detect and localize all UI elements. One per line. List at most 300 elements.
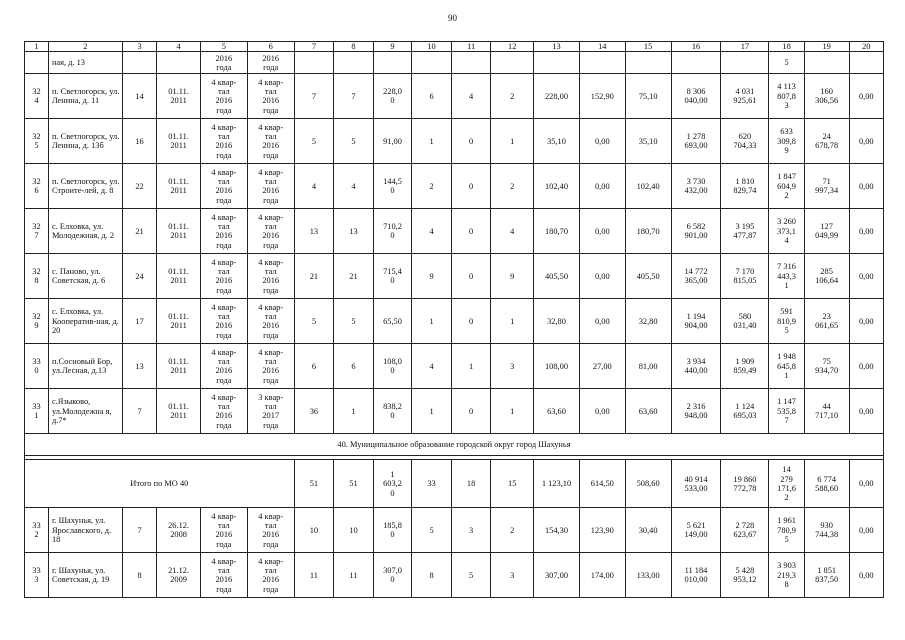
cell-col10 <box>412 553 452 598</box>
date-text: 01.11. 2011 <box>168 87 189 106</box>
date-text: 01.11. 2011 <box>168 177 189 196</box>
cell-col10 <box>412 508 452 553</box>
cell-col15-text: 102,40 <box>636 181 660 191</box>
actual-quarter-text: 3 квар- тал 2017 года <box>258 392 284 430</box>
cell-col11-text: 1 <box>469 361 474 371</box>
cell-col14 <box>579 508 625 553</box>
planned-quarter-text: 4 квар- тал 2016 года <box>211 77 237 115</box>
cell-col14 <box>579 74 625 119</box>
total-cell-col11-text: 18 <box>466 479 476 489</box>
cell-col18-text: 1 147 535,8 7 <box>777 397 796 426</box>
total-cell-col20-text: 0,00 <box>858 479 874 489</box>
planned-quarter <box>200 553 247 598</box>
cell-col12 <box>491 254 534 299</box>
cell-col20 <box>849 299 883 344</box>
cell-col20-text: 0,00 <box>858 525 874 535</box>
cell-col19-text: 75 934,70 <box>815 357 839 376</box>
cell-col8 <box>334 553 374 598</box>
cell-col20-text: 0,00 <box>858 136 874 146</box>
cell-col12 <box>491 299 534 344</box>
row-number-text: 32 5 <box>32 132 41 151</box>
cell-col13 <box>534 344 580 389</box>
row-number <box>25 119 49 164</box>
column-header: 14 <box>579 42 625 52</box>
cell-col3-text: 24 <box>135 271 144 281</box>
cell-col12-text: 2 <box>510 525 515 535</box>
cell-col8 <box>334 344 374 389</box>
cell-col11 <box>451 254 491 299</box>
cell-col17-text: 2 728 623,67 <box>733 521 757 540</box>
cost <box>671 508 721 553</box>
total-cell-col14-text: 614,50 <box>590 479 614 489</box>
cell-col3-text: 7 <box>137 525 142 535</box>
cell-col17-text: 1 124 695,03 <box>733 402 757 421</box>
planned-quarter <box>200 52 247 74</box>
planned-quarter-text: 4 квар- тал 2016 года <box>211 392 237 430</box>
row-number-text: 32 6 <box>32 177 41 196</box>
date <box>157 553 201 598</box>
cell-col10 <box>412 164 452 209</box>
cell-col19 <box>804 74 849 119</box>
cell-col13-text: 63,60 <box>547 406 566 416</box>
cell-col15 <box>625 389 671 434</box>
cost-text: 1 194 904,00 <box>684 312 708 331</box>
cell-col15 <box>625 52 671 74</box>
cell-col13 <box>534 254 580 299</box>
cell-col14 <box>579 52 625 74</box>
cell-col12 <box>491 119 534 164</box>
cell-col15-text: 30,40 <box>638 525 658 535</box>
cell-col14-text: 27,00 <box>592 361 612 371</box>
cell-col8-text: 5 <box>351 316 356 326</box>
cell-col15 <box>625 508 671 553</box>
date-text: 01.11. 2011 <box>168 222 189 241</box>
cell-col13 <box>534 74 580 119</box>
cell-col14 <box>579 209 625 254</box>
cost <box>671 344 721 389</box>
planned-quarter-text: 4 квар- тал 2016 года <box>211 556 237 594</box>
cell-col11 <box>451 389 491 434</box>
cell-col18-text: 1 948 645,8 1 <box>777 352 796 381</box>
cell-col19 <box>804 164 849 209</box>
cell-col20-text: 0,00 <box>858 406 874 416</box>
column-header: 2 <box>48 42 122 52</box>
planned-quarter-text: 4 квар- тал 2016 года <box>211 347 237 385</box>
cell-col7-text: 21 <box>309 271 319 281</box>
cell-col13-text: 307,00 <box>544 570 568 580</box>
cell-col19 <box>804 299 849 344</box>
cell-col3-text: 22 <box>135 181 144 191</box>
cell-col11 <box>451 553 491 598</box>
cell-col18 <box>769 74 804 119</box>
cell-col10 <box>412 52 452 74</box>
cell-col20 <box>849 254 883 299</box>
total-cell-col12-text: 15 <box>508 479 517 489</box>
housing-program-table <box>24 41 884 598</box>
cell-col8 <box>334 254 374 299</box>
cell-col8-text: 11 <box>349 570 358 580</box>
row-number <box>25 389 49 434</box>
row-number-text: 32 4 <box>32 87 41 106</box>
cell-col18 <box>769 52 804 74</box>
cell-col17 <box>721 164 769 209</box>
cell-col10-text: 8 <box>429 570 434 580</box>
cell-col17 <box>721 389 769 434</box>
area <box>373 119 412 164</box>
actual-quarter <box>247 553 294 598</box>
table-row <box>25 119 884 164</box>
cell-col8-text: 5 <box>351 136 356 146</box>
actual-quarter <box>247 52 294 74</box>
cell-col19-text: 24 678,78 <box>815 132 839 151</box>
cell-col14-text: 0,00 <box>594 316 610 326</box>
planned-quarter <box>200 254 247 299</box>
address-text: г. Шахунья, ул. Ярославского, д. 18 <box>51 516 112 545</box>
cell-col11-text: 0 <box>469 406 474 416</box>
date-text: 26.12. 2008 <box>168 521 190 540</box>
planned-quarter-text: 4 квар- тал 2016 года <box>211 511 237 549</box>
date <box>157 344 201 389</box>
cell-col8 <box>334 209 374 254</box>
total-cell-col15-text: 508,60 <box>636 479 660 489</box>
area-text: 65,50 <box>383 316 402 326</box>
cell-col18 <box>769 553 804 598</box>
date-text: 01.11. 2011 <box>168 267 189 286</box>
cell-col7-text: 5 <box>311 136 316 146</box>
cell-col3-text: 21 <box>135 226 144 236</box>
cell-col20 <box>849 164 883 209</box>
column-header: 5 <box>200 42 247 52</box>
cell-col10 <box>412 209 452 254</box>
total-cell-col18-text: 14 279 171,6 2 <box>777 465 796 503</box>
cell-col8-text: 21 <box>349 271 358 281</box>
cell-col3-text: 7 <box>137 406 142 416</box>
date-text: 01.11. 2011 <box>168 402 189 421</box>
address-text: с.Языково, ул.Молодежна я, д.7* <box>51 397 112 426</box>
cell-col12-text: 3 <box>510 570 515 580</box>
column-header: 6 <box>247 42 294 52</box>
cell-col19-text: 71 997,34 <box>815 177 839 196</box>
cell-col8 <box>334 164 374 209</box>
column-header: 11 <box>451 42 491 52</box>
cell-col11 <box>451 209 491 254</box>
actual-quarter-text: 4 квар- тал 2016 года <box>258 257 284 295</box>
row-number-text: 33 3 <box>32 566 41 585</box>
cell-col13-text: 32,80 <box>547 316 566 326</box>
cost-text: 1 278 693,00 <box>684 132 708 151</box>
actual-quarter <box>247 508 294 553</box>
row-number <box>25 254 49 299</box>
cell-col19 <box>804 344 849 389</box>
cell-col17 <box>721 344 769 389</box>
actual-quarter <box>247 74 294 119</box>
cell-col3 <box>122 209 156 254</box>
cell-col10 <box>412 389 452 434</box>
cell-col11-text: 3 <box>469 525 474 535</box>
cell-col14 <box>579 119 625 164</box>
cell-col20-text: 0,00 <box>858 181 874 191</box>
cell-col8 <box>334 299 374 344</box>
cell-col7-text: 7 <box>311 91 316 101</box>
address-text: п.Сосновый Бор, ул.Лесная, д.13 <box>51 357 113 376</box>
actual-quarter <box>247 299 294 344</box>
area <box>373 74 412 119</box>
area <box>373 52 412 74</box>
cost <box>671 299 721 344</box>
cell-col3 <box>122 389 156 434</box>
cell-col3-text: 17 <box>135 316 144 326</box>
column-header: 12 <box>491 42 534 52</box>
cell-col11 <box>451 344 491 389</box>
cell-col19 <box>804 254 849 299</box>
actual-quarter <box>247 254 294 299</box>
cell-col18-text: 633 309,8 9 <box>777 127 796 156</box>
area-text: 838,2 0 <box>383 402 402 421</box>
cell-col18 <box>769 508 804 553</box>
cell-col18 <box>769 254 804 299</box>
row-number <box>25 553 49 598</box>
cell-col8-text: 10 <box>349 525 358 535</box>
row-number-text: 33 0 <box>32 357 41 376</box>
actual-quarter <box>247 119 294 164</box>
planned-quarter <box>200 74 247 119</box>
cell-col10 <box>412 119 452 164</box>
total-cell-col13 <box>534 460 580 508</box>
cell-col20 <box>849 209 883 254</box>
address <box>48 553 122 598</box>
row-number-text: 32 9 <box>32 312 41 331</box>
cell-col11 <box>451 119 491 164</box>
total-cell-col19-text: 6 774 588,60 <box>815 474 839 493</box>
total-cell-col19 <box>804 460 849 508</box>
actual-quarter-text: 4 квар- тал 2016 года <box>258 511 284 549</box>
cell-col13-text: 154,30 <box>544 525 568 535</box>
cell-col7 <box>294 508 334 553</box>
actual-quarter-text: 4 квар- тал 2016 года <box>258 77 284 115</box>
cell-col12-text: 1 <box>510 136 515 146</box>
area <box>373 389 412 434</box>
row-number-text: 32 8 <box>32 267 41 286</box>
actual-quarter <box>247 209 294 254</box>
cell-col3 <box>122 119 156 164</box>
cell-col12 <box>491 209 534 254</box>
cell-col3 <box>122 508 156 553</box>
cell-col13 <box>534 508 580 553</box>
table-row <box>25 254 884 299</box>
total-cell-col8 <box>334 460 374 508</box>
cell-col13 <box>534 119 580 164</box>
cell-col3 <box>122 344 156 389</box>
address-text: п. Светлогорск, ул. Ленина, д. 13б <box>51 132 120 151</box>
cell-col13-text: 108,00 <box>544 361 568 371</box>
row-number <box>25 74 49 119</box>
cell-col14-text: 174,00 <box>590 570 614 580</box>
actual-quarter <box>247 389 294 434</box>
cost-text: 8 306 040,00 <box>684 87 708 106</box>
cell-col13-text: 102,40 <box>544 181 568 191</box>
total-cell-col20 <box>849 460 883 508</box>
cost <box>671 553 721 598</box>
planned-quarter <box>200 299 247 344</box>
cell-col13 <box>534 209 580 254</box>
date-text: 21.12. 2009 <box>168 566 190 585</box>
cell-col10-text: 6 <box>429 91 434 101</box>
table-row <box>25 52 884 74</box>
cell-col19 <box>804 52 849 74</box>
cell-col8-text: 7 <box>351 91 356 101</box>
cell-col8-text: 1 <box>351 406 356 416</box>
area-text: 185,8 0 <box>383 521 402 540</box>
cell-col11 <box>451 74 491 119</box>
cell-col19 <box>804 389 849 434</box>
row-number <box>25 299 49 344</box>
planned-quarter-text: 4 квар- тал 2016 года <box>211 167 237 205</box>
total-cell-col18 <box>769 460 804 508</box>
cell-col13-text: 405,50 <box>544 271 568 281</box>
cell-col14-text: 123,90 <box>590 525 614 535</box>
area-text: 710,2 0 <box>383 222 402 241</box>
actual-quarter-text: 4 квар- тал 2016 года <box>258 347 284 385</box>
cell-col14 <box>579 344 625 389</box>
cell-col8 <box>334 52 374 74</box>
cell-col7 <box>294 52 334 74</box>
cell-col13-text: 35,10 <box>547 136 566 146</box>
cost-text: 14 772 365,00 <box>684 267 708 286</box>
cell-col18-text: 1 961 780,9 5 <box>777 516 796 545</box>
cell-col14-text: 0,00 <box>594 136 610 146</box>
cell-col11 <box>451 299 491 344</box>
cell-col11-text: 0 <box>469 136 474 146</box>
cell-col8 <box>334 119 374 164</box>
cell-col14 <box>579 299 625 344</box>
cell-col7-text: 4 <box>311 181 316 191</box>
cell-col14 <box>579 164 625 209</box>
cell-col20-text: 0,00 <box>858 271 874 281</box>
cell-col15 <box>625 164 671 209</box>
cell-col20 <box>849 119 883 164</box>
cell-col3-text: 8 <box>137 570 142 580</box>
cell-col7 <box>294 553 334 598</box>
cell-col18 <box>769 164 804 209</box>
cell-col18 <box>769 209 804 254</box>
cell-col13 <box>534 52 580 74</box>
table-row <box>25 164 884 209</box>
total-cell-col13-text: 1 123,10 <box>541 479 572 489</box>
area <box>373 254 412 299</box>
cell-col18-text: 1 847 604,9 2 <box>777 172 796 201</box>
total-cost <box>671 460 721 508</box>
date <box>157 299 201 344</box>
cell-col17 <box>721 508 769 553</box>
table-row <box>25 553 884 598</box>
row-number <box>25 508 49 553</box>
date <box>157 164 201 209</box>
cell-col12 <box>491 164 534 209</box>
cost <box>671 209 721 254</box>
column-header: 17 <box>721 42 769 52</box>
row-number-text: 33 1 <box>32 402 41 421</box>
date <box>157 389 201 434</box>
address-text: с. Елховка, ул. Молодежная, д. 2 <box>51 222 115 241</box>
cell-col19 <box>804 119 849 164</box>
cell-col11-text: 5 <box>469 570 474 580</box>
cell-col14-text: 0,00 <box>594 271 610 281</box>
row-number <box>25 209 49 254</box>
cell-col15-text: 180,70 <box>636 226 660 236</box>
cost <box>671 52 721 74</box>
area <box>373 299 412 344</box>
total-cell-col15 <box>625 460 671 508</box>
area-text: 91,00 <box>383 136 402 146</box>
cell-col12-text: 2 <box>510 91 515 101</box>
cell-col12 <box>491 344 534 389</box>
cell-col17-text: 1 909 859,49 <box>733 357 757 376</box>
cell-col19-text: 930 744,38 <box>815 521 839 540</box>
cell-col8-text: 4 <box>351 181 356 191</box>
planned-quarter <box>200 389 247 434</box>
cell-col14 <box>579 553 625 598</box>
cell-col19-text: 44 717,10 <box>815 402 839 421</box>
cell-col14 <box>579 389 625 434</box>
address-text: с. Паново, ул. Советская, д. 6 <box>51 267 106 286</box>
cell-col10 <box>412 299 452 344</box>
row-number-text: 32 7 <box>32 222 41 241</box>
cell-col11-text: 4 <box>469 91 474 101</box>
cell-col12-text: 1 <box>510 406 515 416</box>
total-cell-col7-text: 51 <box>309 479 319 489</box>
cell-col15 <box>625 74 671 119</box>
total-cell-col12 <box>491 460 534 508</box>
cell-col7 <box>294 119 334 164</box>
cell-col10-text: 5 <box>429 525 434 535</box>
cell-col15-text: 81,00 <box>638 361 658 371</box>
column-header: 19 <box>804 42 849 52</box>
address-text: ная, д. 13 <box>51 58 85 68</box>
cell-col15 <box>625 299 671 344</box>
actual-quarter-text: 4 квар- тал 2016 года <box>258 122 284 160</box>
cell-col17-text: 4 031 925,61 <box>733 87 757 106</box>
date <box>157 508 201 553</box>
cell-col17-text: 3 195 477,87 <box>733 222 757 241</box>
cell-col18 <box>769 389 804 434</box>
address <box>48 209 122 254</box>
table-row <box>25 389 884 434</box>
cell-col20 <box>849 389 883 434</box>
cell-col18-text: 3 260 373,1 4 <box>777 217 796 246</box>
column-header: 8 <box>334 42 374 52</box>
planned-quarter-text: 4 квар- тал 2016 года <box>211 302 237 340</box>
cell-col12 <box>491 74 534 119</box>
column-header: 1 <box>25 42 49 52</box>
cell-col20 <box>849 74 883 119</box>
area <box>373 553 412 598</box>
cell-col10-text: 4 <box>429 361 434 371</box>
total-cell-col17-text: 19 860 772,78 <box>733 474 757 493</box>
column-header: 18 <box>769 42 804 52</box>
address <box>48 299 122 344</box>
cell-col3 <box>122 164 156 209</box>
total-area <box>373 460 412 508</box>
cell-col17 <box>721 209 769 254</box>
cell-col17-text: 5 428 953,12 <box>733 566 757 585</box>
cell-col7 <box>294 209 334 254</box>
cell-col15-text: 405,50 <box>636 271 660 281</box>
cell-col10-text: 2 <box>429 181 434 191</box>
area-text: 144,5 0 <box>383 177 402 196</box>
date-text: 01.11. 2011 <box>168 312 189 331</box>
cost <box>671 389 721 434</box>
cell-col7 <box>294 74 334 119</box>
